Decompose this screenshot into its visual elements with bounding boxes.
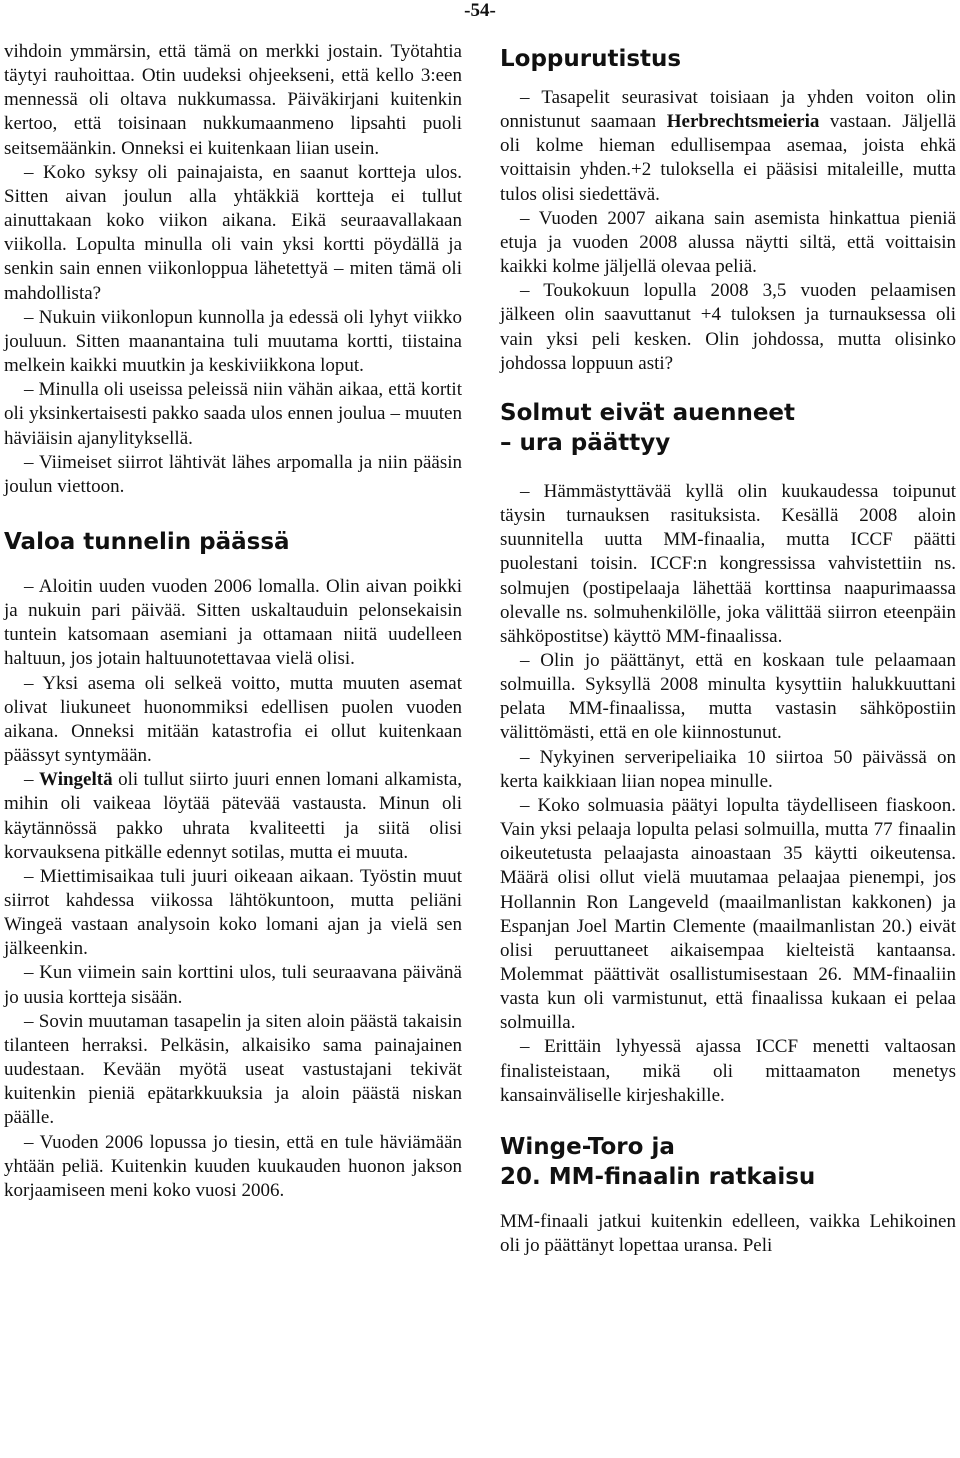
paragraph: – Erittäin lyhyessä ajassa ICCF menetti valtaosan finalisteistaan, mikä oli mittaamaton menetys kansainväliselle kirjeshakille. (500, 1036, 956, 1106)
paragraph: – Koko solmuasia päätyi lopulta täydelliseen fiaskoon. Vain yksi pelaaja lopulta pelasi solmuilla, mutta 77 finaalin oikeutetusta pelaajasta ainoastaan 35 käytti oikeutensa. Määrä olisi ollut vielä muutamaa pelaajaa pienempi, jos Hollannin Ron Langeveld (maailmanlistan kakkonen) ja Espanjan Joel Martin Clemente (maailmanlistan 20.) eivät olisi peruuttaneet aikaisempaa kielteistä kantaansa. Molemmat päättivät osallistumisestaan 26. MM-finaaliin vasta kun oli varmistunut, että finaalissa kukaan ei pelaa solmuilla. (500, 794, 956, 1034)
paragraph: – Sovin muutaman tasapelin ja siten aloin päästä takaisin tilanteen herraksi. Pelkäsin, alkaisiko sama painajainen uudestaan. Kevään myötä useat vastustajani tekivät kuitenkin pieniä epätarkkuuksia ja aloin päästä niskan päälle. (4, 1010, 462, 1129)
paragraph: – Yksi asema oli selkeä voitto, mutta muuten asemat olivat liukuneet huonommiksi edellisen puolen vuoden aikana. Onneksi mitään katastrofia ei ollut kuitenkaan päässyt syntymään. (4, 672, 462, 767)
paragraph: vihdoin ymmärsin, että tämä on merkki jostain. Työtahtia täytyi rauhoittaa. Otin uudeksi ohjeekseni, että kello 3:een mennessä oli oltava nukkumassa. Päiväkirjani kuitenkin kertoo, että toisinaan nukkumaanmeno lipsahti puoli seitsemäänkin. Onneksi ei kuitenkaan liian usein. (4, 41, 462, 159)
paragraph-text: – Tasapelit seurasivat toisiaan ja yhden voiton olin onnistunut saamaan (500, 87, 956, 133)
section-heading (500, 398, 956, 458)
right-column (500, 40, 956, 1258)
paragraph: – Toukokuun lopulla 2008 3,5 vuoden pelaamisen jälkeen olin saavuttanut +4 tuloksen ja turnauksessa oli vain yksi peli kesken. Olin johdossa, mutta olisinko johdossa loppuun asti? (500, 280, 956, 374)
heading-line: – ura päättyy (500, 429, 671, 456)
paragraph: – Viimeiset siirrot lähtivät lähes arpomalla ja niin pääsin joulun viettoon. (4, 451, 462, 497)
paragraph: – Nukuin viikonlopun kunnolla ja edessä oli lyhyt viikko jouluun. Sitten maanantaina tuli muutama kortti, tiistaina melkein kaikki muutkin ja keskiviikkona loput. (4, 306, 462, 377)
paragraph-text: vastaan. Jäljellä oli kolme hieman edullisempaa asemaa, joista ehkä voittaisin yhden.+2 tuloksella ei pääsisi mitaleille, mutta tulos olisi siedettävä. (500, 111, 956, 205)
paragraph: – Kun viimein sain korttini ulos, tuli seuraavana päivänä jo uusia kortteja sisään. (4, 962, 462, 1008)
paragraph: – Vuoden 2006 lopussa jo tiesin, että en tule häviämään yhtään peliä. Kuitenkin kuuden kuukauden huonon jakson korjaamiseen meni koko vuosi 2006. (4, 1131, 462, 1201)
paragraph: – Minulla oli useissa peleissä niin vähän aikaa, että kortit oli yksinkertaisesti pakko saada ulos ennen joulua – muuten häviäisin ajanylityksellä. (4, 379, 462, 449)
heading-line: Solmut eivät auenneet (500, 399, 796, 426)
heading-line: Winge-Toro ja (500, 1133, 675, 1160)
section-heading (500, 1132, 956, 1192)
left-column (4, 40, 462, 1203)
paragraph: – Vuoden 2007 aikana sain asemista hinkattua pieniä etuja ja vuoden 2008 alussa näytti siltä, että voittaisin kaikki kolme jäljellä olevaa peliä. (500, 207, 956, 278)
paragraph (4, 768, 462, 865)
bold-name: Herbrechtsmeieria (666, 111, 820, 133)
section-heading: Loppurutistus (500, 46, 682, 72)
page-number: -54- (464, 0, 496, 21)
paragraph: – Nykyinen serveripeliaika 10 siirtoa 50 päivässä on kerta kaikkiaan liian nopea minulle. (500, 746, 956, 792)
paragraph-text: oli tullut siirto juuri ennen lomani alkamista, mihin oli vaikeaa löytää pätevää vastausta. Minun oli käytännössä pakko uhrata kvaliteetti ja siitä olisi korvauksena pitkälle edennyt sotilas, mutta ei muuta. (4, 769, 463, 863)
paragraph (500, 86, 956, 207)
paragraph: – Olin jo päättänyt, että en koskaan tule pelaamaan solmuilla. Syksyllä 2008 minulta kysyttiin halukkuuttani pelata MM-finaalissa, mutta vastasin sähköpostiin välittömästi, että en ole kiinnostunut. (500, 649, 956, 744)
paragraph: – Hämmästyttävää kyllä olin kuukaudessa toipunut täysin turnauksen rasituksista. Kesällä 2008 aloin suunnitella uutta MM-finaalia, mutta ICCF päätti puolestani toisin. ICCF:n kongressissa vahvistettiin ns. solmujen (postipelaaja lähettää korttinsa naapurimaassa olevalle ns. solmuhenkilölle, joka välittää siirron eteenpäin sähköpostitse) käyttö MM-finaalissa. (500, 480, 956, 647)
paragraph: – Koko syksy oli painajaista, en saanut kortteja ulos. Sitten aivan joulun alla yhtäkkiä kortteja ei tullut ainuttakaan koko viikon aikana. Eikä seuraavallakaan viikolla. Lopulta minulla oli vain yksi kortti pöydällä ja senkin sain ennen viikonloppua lähetettyä – miten tämä oli mahdollista? (4, 161, 462, 304)
paragraph: – Aloitin uuden vuoden 2006 lomalla. Olin aivan poikki ja nukuin pari päivää. Sitten uskaltauduin pelonsekaisin tuntein katsomaan asemiani ja ottamaan niitä uudelleen haltuun, jos jotain haltuunotettavaa vielä olisi. (4, 575, 462, 670)
paragraph: – Miettimisaikaa tuli juuri oikeaan aikaan. Työstin muut siirrot kahdessa viikossa lähtökuntoon, mutta peliäni Wingeä vastaan analysoin koko lomani ajan ja vielä sen jälkeenkin. (4, 865, 462, 960)
bold-name: Wingeltä (39, 769, 113, 791)
paragraph: MM-finaali jatkui kuitenkin edelleen, vaikka Lehikoinen oli jo päättänyt lopettaa uransa. Peli (500, 1210, 956, 1257)
section-heading: Valoa tunnelin päässä (4, 528, 290, 555)
heading-line: 20. MM-finaalin ratkaisu (500, 1163, 816, 1190)
dash: – (24, 769, 40, 791)
